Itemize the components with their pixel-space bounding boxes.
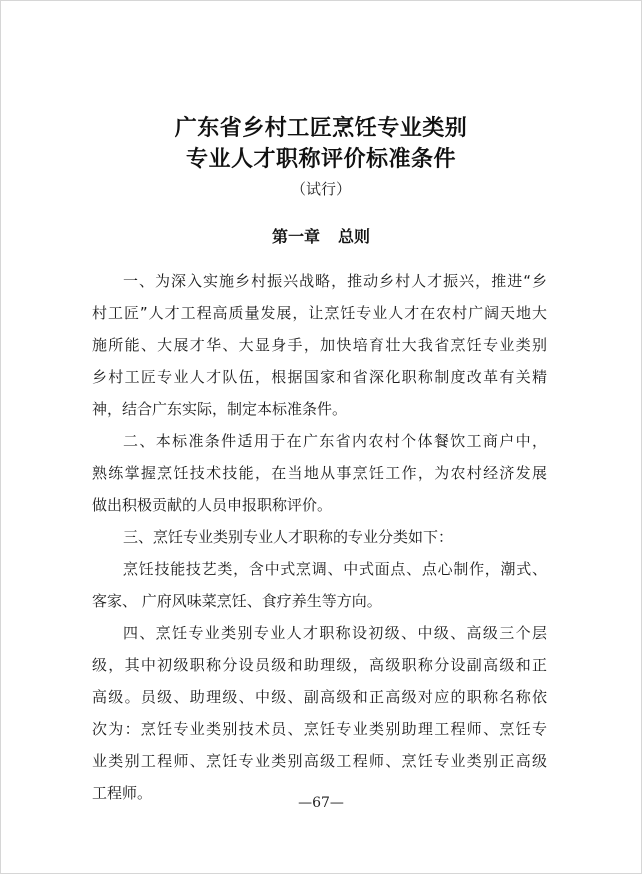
chapter-heading xyxy=(1,225,641,249)
title-block xyxy=(1,113,641,201)
document-subtitle: （试行） xyxy=(290,180,351,198)
document-title-line-1: 广东省乡村工匠烹饪专业类别 xyxy=(174,115,468,141)
body-line: 次为：烹饪专业类别技术员、烹饪专业类别助理工程师、烹饪专 xyxy=(92,720,547,738)
body-line: 四、烹饪专业类别专业人才职称设初级、中级、高级三个层 xyxy=(123,624,547,642)
body-line: 二、本标准条件适用于在广东省内农村个体餐饮工商户中， xyxy=(123,432,547,450)
body-line: 熟练掌握烹饪技术技能，在当地从事烹饪工作，为农村经济发展 xyxy=(92,464,547,482)
body-line: 业类别工程师、烹饪专业类别高级工程师、烹饪专业类别正高级 xyxy=(92,752,547,770)
body-line: 工程师。 xyxy=(92,784,153,802)
document-title-line-2: 专业人才职称评价标准条件 xyxy=(185,146,456,172)
body-line: 一、为深入实施乡村振兴战略，推动乡村人才振兴，推进“乡 xyxy=(123,272,547,290)
body-line: 高级。员级、助理级、中级、副高级和正高级对应的职称名称依 xyxy=(92,688,547,706)
body-line: 三、烹饪专业类别专业人才职称的专业分类如下： xyxy=(123,528,454,546)
body-line: 客家、 广府风味菜烹饪、食疗养生等方向。 xyxy=(92,592,382,610)
body-line: 烹饪技能技艺类，含中式烹调、中式面点、点心制作，潮式、 xyxy=(123,560,547,578)
chapter-number: 第一章 xyxy=(271,227,320,246)
body-line: 乡村工匠专业人才队伍，根据国家和省深化职称制度改革有关精 xyxy=(92,368,547,386)
body-line: 神，结合广东实际，制定本标准条件。 xyxy=(92,400,348,418)
page-number: —67— xyxy=(298,795,344,811)
chapter-name: 总则 xyxy=(338,227,371,246)
body-line: 级，其中初级职称分设员级和助理级，高级职称分设副高级和正 xyxy=(92,656,547,674)
body-line: 做出积极贡献的人员申报职称评价。 xyxy=(92,496,333,514)
body-line: 施所能、大展才华、大显身手，加快培育壮大我省烹饪专业类别 xyxy=(92,336,547,354)
body-line: 村工匠”人才工程高质量发展，让烹饪专业人才在农村广阔天地大 xyxy=(92,304,547,322)
document-body xyxy=(92,265,547,809)
